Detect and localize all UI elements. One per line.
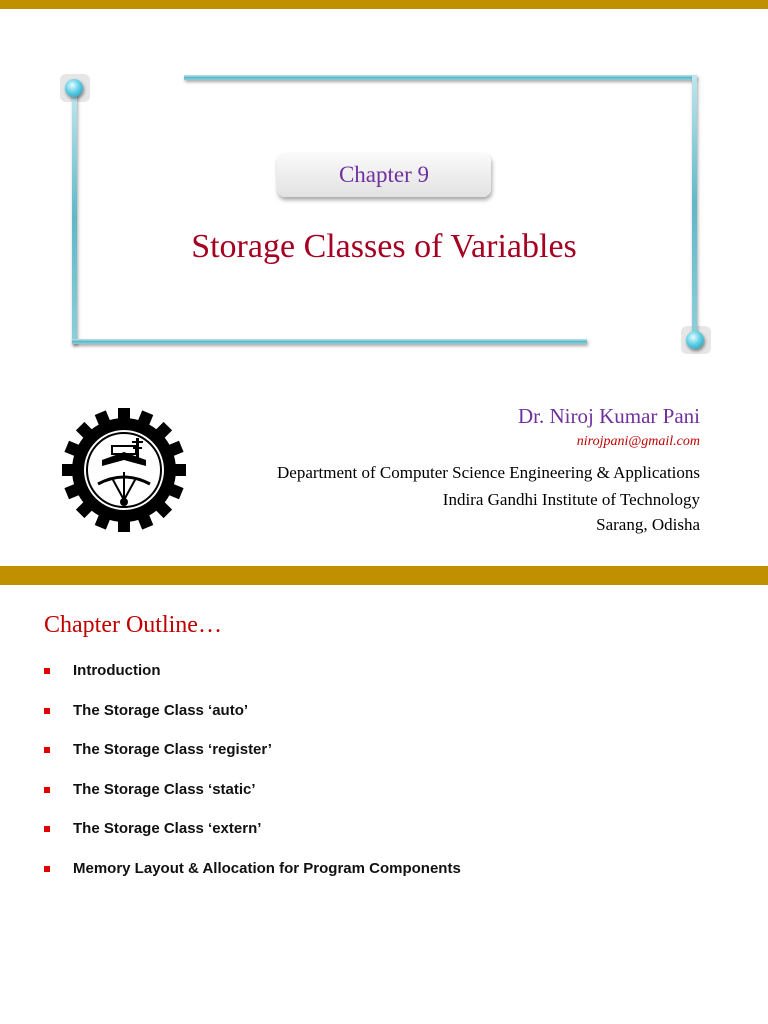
bullet-icon: [44, 668, 50, 674]
frame-knob-bottom-right: [686, 331, 704, 349]
bullet-icon: [44, 787, 50, 793]
chapter-label: Chapter 9: [338, 162, 430, 187]
bullet-icon: [44, 866, 50, 872]
institute-location: Sarang, Odisha: [596, 515, 700, 534]
frame-right-line: [692, 75, 697, 335]
list-item: [44, 820, 461, 860]
list-item: [44, 702, 461, 742]
frame-bottom-line: [72, 339, 587, 344]
frame-left-line: [72, 92, 77, 344]
outline-heading: Chapter Outline…: [44, 612, 222, 638]
list-item: [44, 741, 461, 781]
bullet-icon: [44, 708, 50, 714]
list-item-label: Memory Layout & Allocation for Program Components: [73, 859, 461, 877]
author-name: Dr. Niroj Kumar Pani: [518, 404, 700, 428]
list-item-label: The Storage Class ‘extern’: [73, 820, 262, 838]
outline-list: [44, 662, 461, 900]
list-item-label: The Storage Class ‘static’: [73, 780, 256, 798]
frame-knob-top-left: [65, 79, 83, 97]
institute-name: Indira Gandhi Institute of Technology: [442, 490, 700, 509]
bullet-icon: [44, 747, 50, 753]
list-item: [44, 860, 461, 900]
department-name: Department of Computer Science Engineering & Applications: [277, 463, 700, 482]
list-item: [44, 662, 461, 702]
frame-top-line: [184, 75, 696, 80]
institute-logo: [62, 408, 186, 532]
slide-title: Storage Classes of Variables: [191, 228, 577, 265]
slide-divider-bar: [0, 566, 768, 585]
top-gold-bar: [0, 0, 768, 9]
list-item-label: The Storage Class ‘register’: [73, 741, 272, 759]
list-item: [44, 781, 461, 821]
chapter-label-box: [277, 153, 491, 197]
author-email: nirojpani@gmail.com: [576, 434, 700, 449]
bullet-icon: [44, 826, 50, 832]
list-item-label: Introduction: [73, 662, 161, 679]
list-item-label: The Storage Class ‘auto’: [73, 701, 249, 719]
